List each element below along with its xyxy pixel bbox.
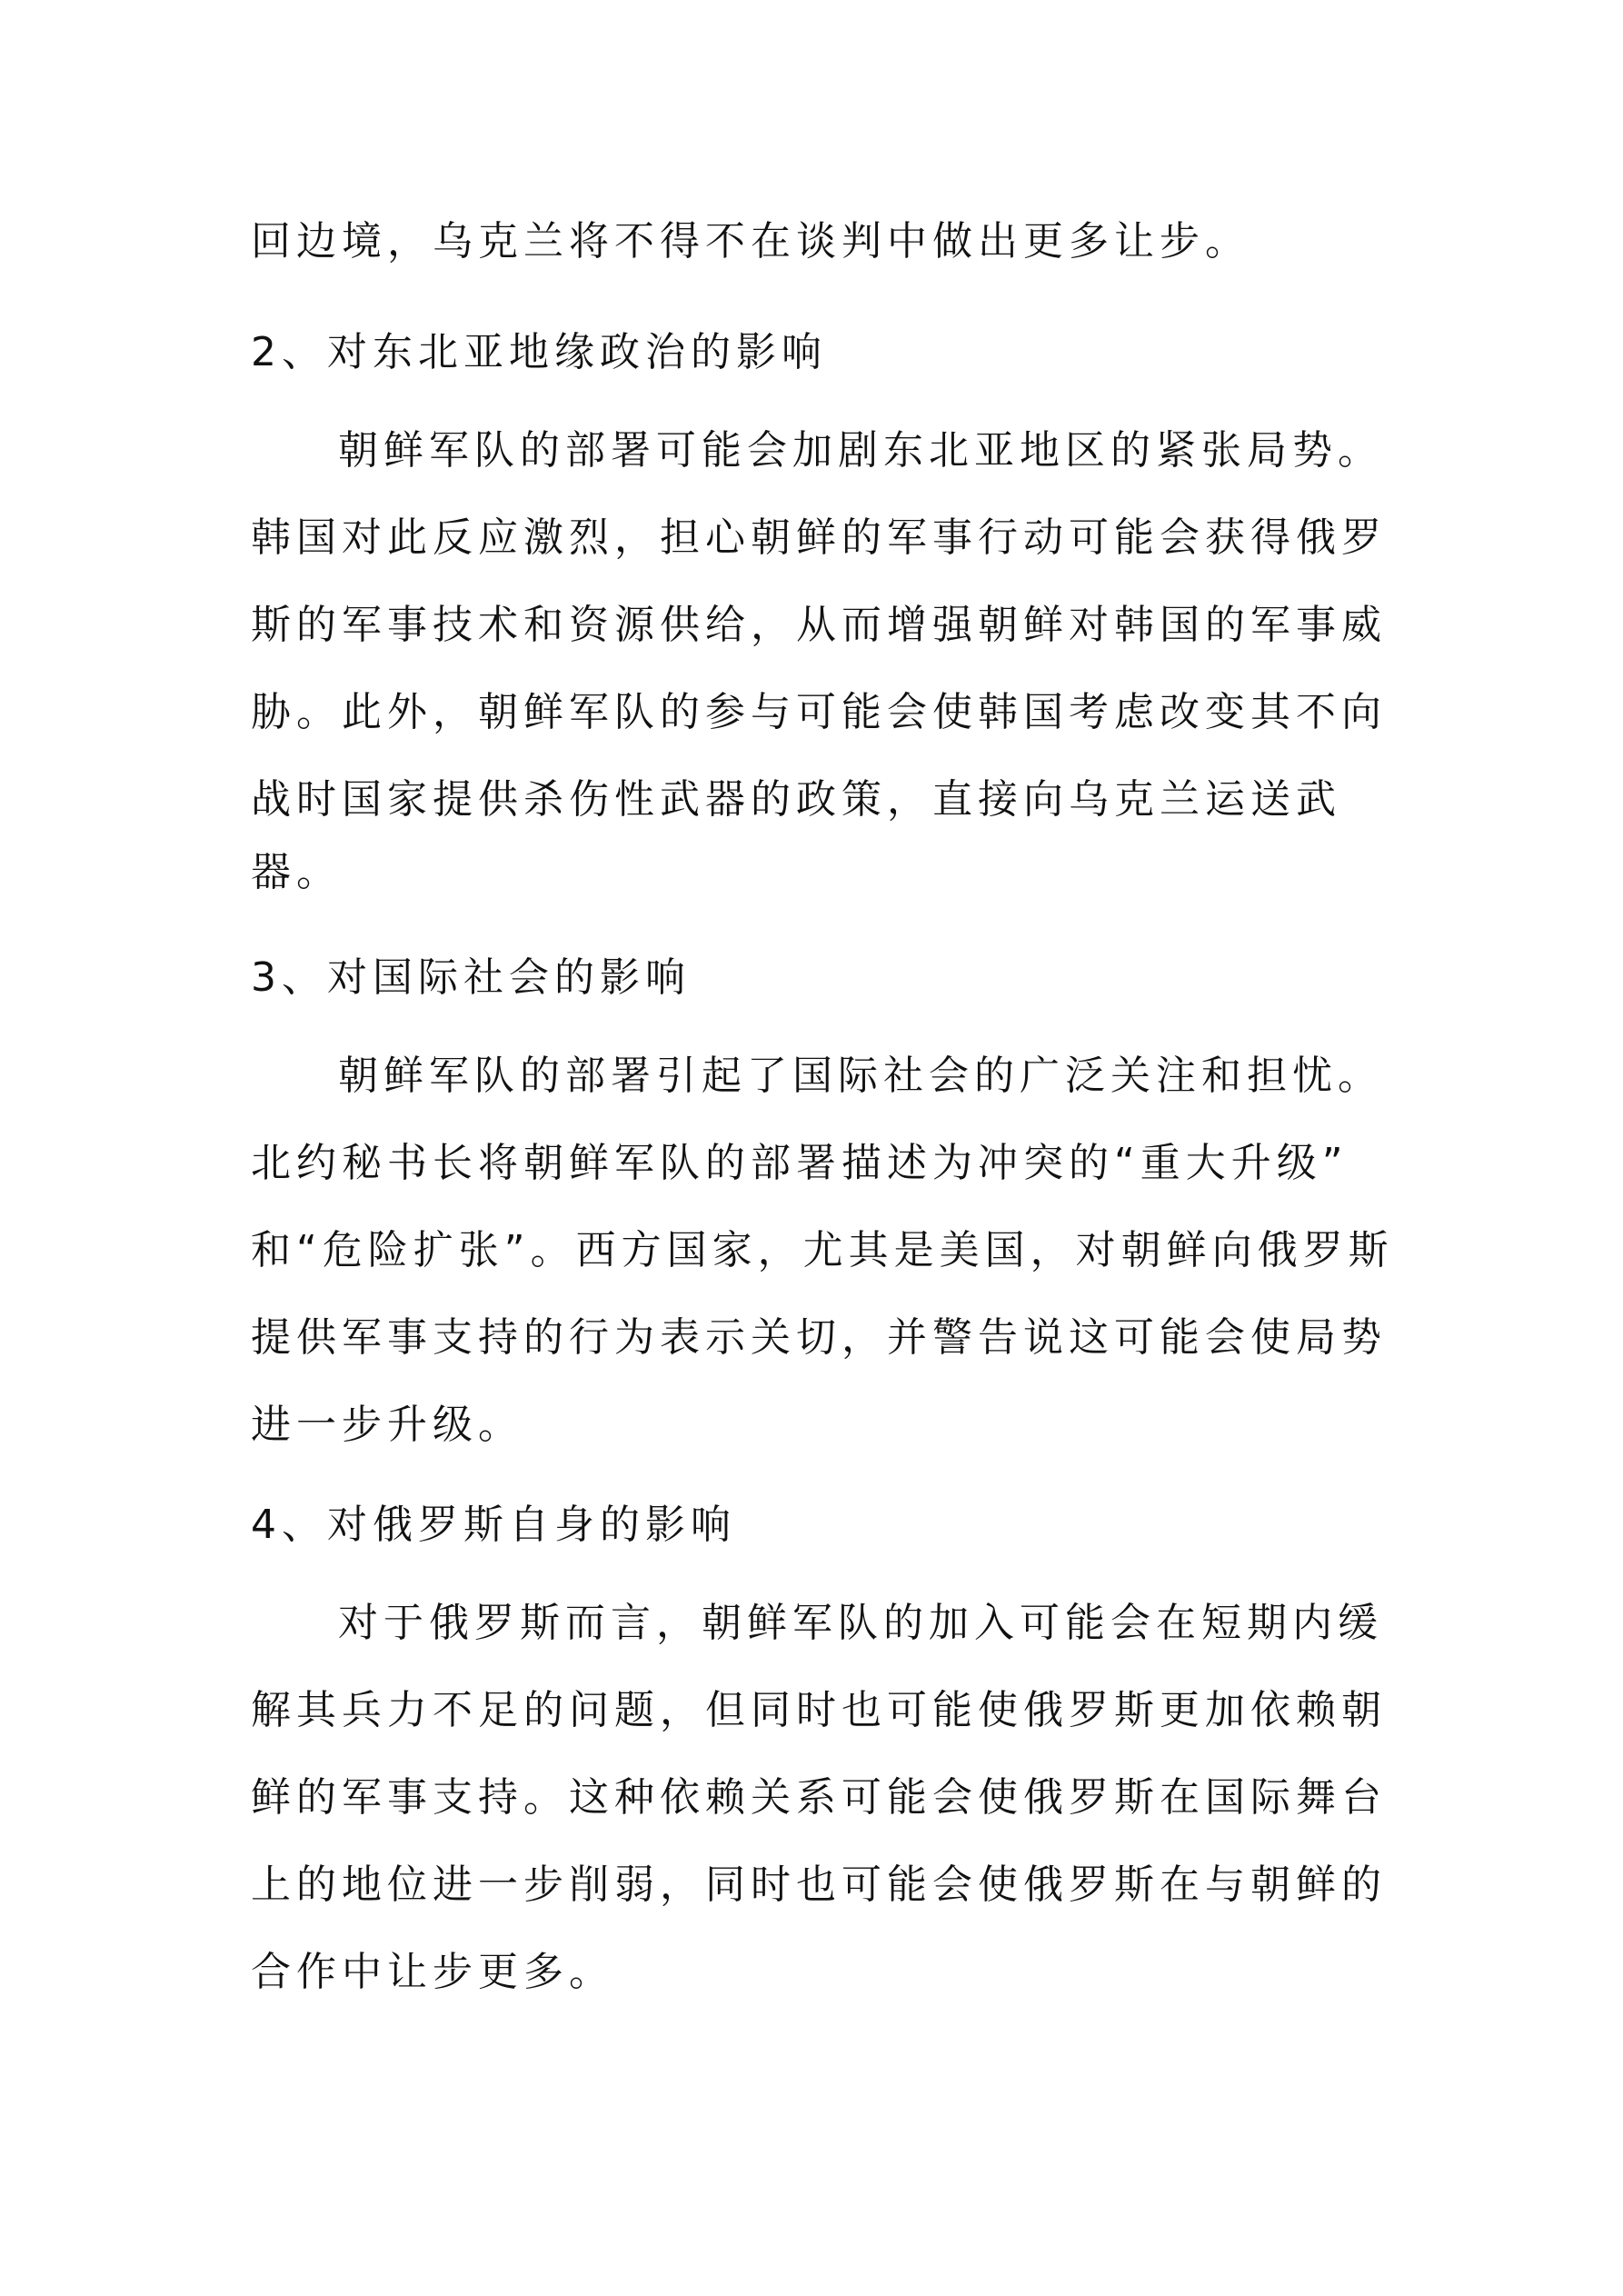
- section-heading: 4、对俄罗斯自身的影响: [251, 1502, 736, 1548]
- section-heading: 3、对国际社会的影响: [251, 954, 691, 1001]
- paragraph-line: 进一步升级。: [251, 1402, 523, 1448]
- paragraph-line: 合作中让步更多。: [251, 1949, 614, 1995]
- paragraph-line: 战时国家提供杀伤性武器的政策，直接向乌克兰运送武: [251, 776, 1341, 823]
- paragraph-line: 胁。此外，朝鲜军队的参与可能会使韩国考虑改变其不向: [251, 689, 1387, 735]
- section-heading: 2、对东北亚地缘政治的影响: [251, 329, 827, 375]
- paragraph-line: 提供军事支持的行为表示关切，并警告说这可能会使局势: [251, 1314, 1387, 1361]
- paragraph-line: 鲜的军事支持。这种依赖关系可能会使俄罗斯在国际舞台: [251, 1774, 1387, 1821]
- paragraph-line: 朝鲜军队的部署引起了国际社会的广泛关注和担忧。: [338, 1053, 1383, 1099]
- paragraph-line: 解其兵力不足的问题，但同时也可能使俄罗斯更加依赖朝: [251, 1687, 1387, 1733]
- paragraph-line: 朝鲜军队的部署可能会加剧东北亚地区的紧张局势。: [338, 427, 1383, 474]
- paragraph-line: 和“危险扩张”。西方国家，尤其是美国，对朝鲜向俄罗斯: [251, 1227, 1394, 1273]
- paragraph-line: 对于俄罗斯而言，朝鲜军队的加入可能会在短期内缓: [338, 1600, 1383, 1646]
- paragraph-line: 北约秘书长将朝鲜军队的部署描述为冲突的“重大升级”: [251, 1140, 1349, 1186]
- paragraph-line: 斯的军事技术和资源供给，从而增强朝鲜对韩国的军事威: [251, 602, 1387, 648]
- paragraph-line: 韩国对此反应激烈，担心朝鲜的军事行动可能会获得俄罗: [251, 514, 1387, 561]
- paragraph-line: 回边境，乌克兰将不得不在谈判中做出更多让步。: [251, 218, 1250, 265]
- paragraph-line: 器。: [251, 849, 342, 895]
- paragraph-line: 上的地位进一步削弱，同时也可能会使俄罗斯在与朝鲜的: [251, 1862, 1387, 1908]
